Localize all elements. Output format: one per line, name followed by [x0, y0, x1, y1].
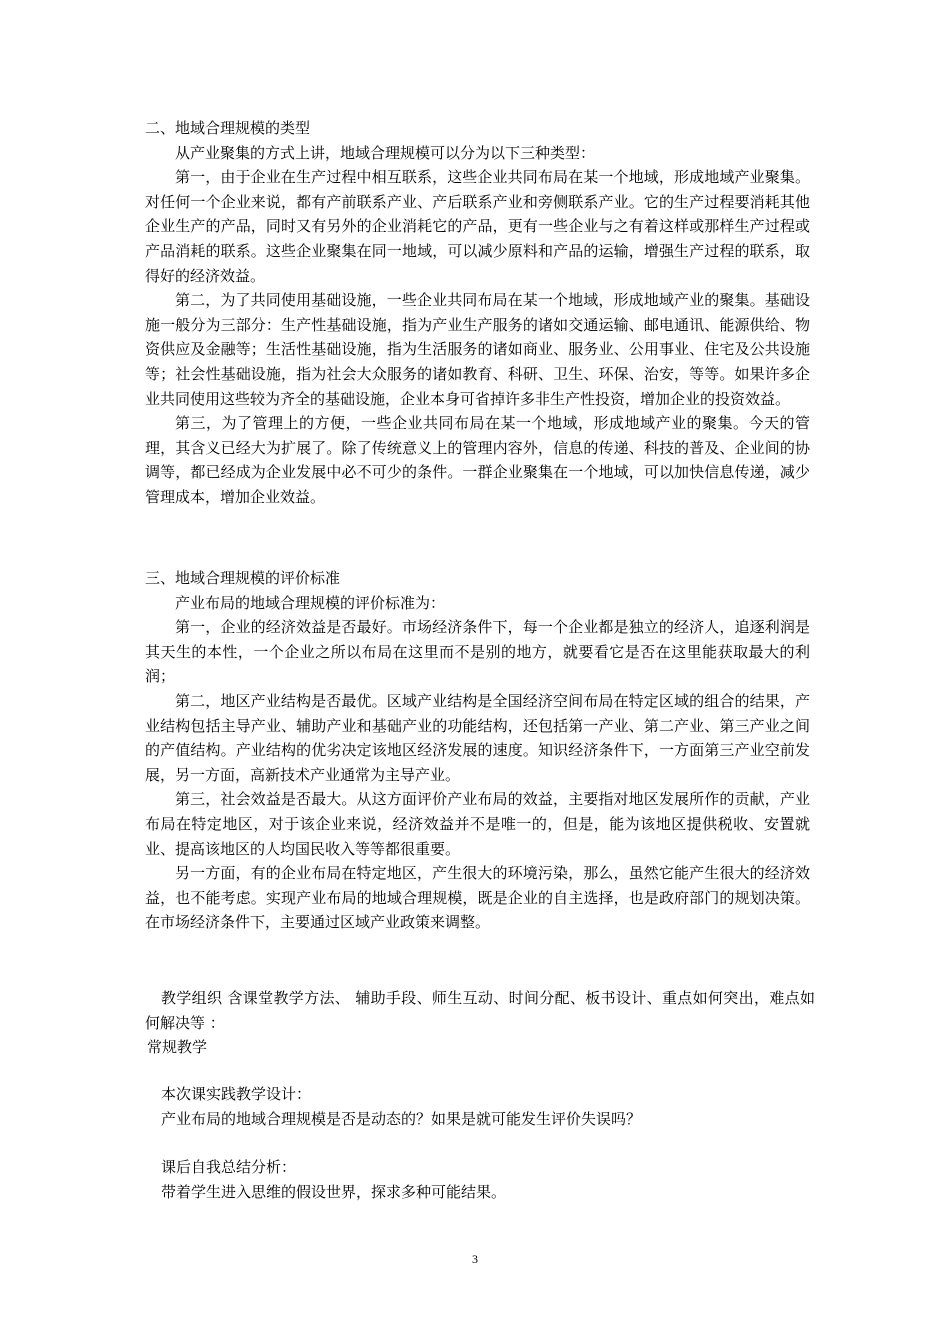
paragraph: 第二，地区产业结构是否最优。区域产业结构是全国经济空间布局在特定区域的组合的结果，产业结构包括主导产业、辅助产业和基础产业的功能结构，还包括第一产业、第二产业、第三产业之间的产值结构。产业结构的优劣决定该地区经济发展的速度。知识经济条件下，一方面第三产业空前发展，另一方面，高新技术产业通常为主导产业。: [145, 691, 810, 784]
paragraph: 第二，为了共同使用基础设施，一些企业共同布局在某一个地域，形成地域产业的聚集。基础设施一般分为三部分：生产性基础设施，指为产业生产服务的诸如交通运输、邮电通讯、能源供给、物资供应及金融等；生活性基础设施，指为生活服务的诸如商业、服务业、公用事业、住宅及公共设施等；社会性基础设施，指为社会大众服务的诸如教育、科研、卫生、环保、治安，等等。如果许多企业共同使用这些较为齐全的基础设施，企业本身可省掉许多非生产性投资，增加企业的投资效益。: [145, 291, 810, 408]
paragraph: 第一，企业的经济效益是否最好。市场经济条件下，每一个企业都是独立的经济人，追逐利润是其天生的本性，一个企业之所以布局在这里而不是别的地方，就要看它是否在这里能获取最大的利润；: [145, 618, 810, 686]
paragraph: 第三，社会效益是否最大。从这方面评价产业布局的效益，主要指对地区发展所作的贡献，产业布局在特定地区，对于该企业来说，经济效益并不是唯一的，但是，能为该地区提供税收、安置就业、提高该地区的人均国民收入等等都很重要。: [145, 790, 810, 858]
summary-value: 带着学生进入思维的假设世界，探求多种可能结果。: [161, 1182, 507, 1201]
paragraph: 产业布局的地域合理规模的评价标准为：: [175, 593, 446, 612]
page-number: 3: [472, 1252, 478, 1266]
paragraph: 第三，为了管理上的方便，一些企业共同布局在某一个地域，形成地域产业的聚集。今天的管理，其含义已经大为扩展了。除了传统意义上的管理内容外，信息的传递、科技的普及、企业间的协调等，都已经成为企业发展中必不可少的条件。一群企业聚集在一个地域，可以加快信息传递，减少管理成本，增加企业效益。: [145, 414, 810, 506]
paragraph: 第一，由于企业在生产过程中相互联系，这些企业共同布局在某一个地域，形成地域产业聚集。对任何一个企业来说，都有产前联系产业、产后联系产业和旁侧联系产业。它的生产过程要消耗其他企业生产的产品，同时又有另外的企业消耗它的产品，更有一些企业与之有着这样或那样生产过程或产品消耗的联系。这些企业聚集在同一地域，可以减少原料和产品的运输，增强生产过程的联系，取得好的经济效益。: [145, 168, 810, 285]
self-summary: [145, 1155, 815, 1204]
paragraph: 另一方面，有的企业布局在特定地区，产生很大的环境污染，那么，虽然它能产生很大的经济效益，也不能考虑。实现产业布局的地域合理规模，既是企业的自主选择，也是政府部门的规划决策。在市场经济条件下，主要通过区域产业政策来调整。: [145, 864, 810, 932]
teaching-org-value: 常规教学: [147, 1038, 208, 1057]
section-heading: 三、地域合理规模的评价标准: [145, 569, 341, 587]
summary-label: 课后自我总结分析：: [161, 1158, 297, 1176]
section-heading: 二、地域合理规模的类型: [145, 119, 311, 137]
practice-value: 产业布局的地域合理规模是否是动态的？如果是就可能发生评价失误吗？: [161, 1109, 642, 1128]
teaching-org-label: 教学组织 含课堂教学方法、 辅助手段、师生互动、时间分配、板书设计、重点如何突出，难点如何解决等 ：: [145, 989, 815, 1032]
practice-design: [145, 1082, 815, 1131]
practice-label: 本次课实践教学设计：: [161, 1085, 312, 1103]
section-type: [145, 116, 810, 510]
paragraph: 从产业聚集的方式上讲，地域合理规模可以分为以下三种类型：: [175, 143, 596, 162]
teaching-organization: [145, 986, 815, 1060]
section-criteria: [145, 566, 810, 935]
